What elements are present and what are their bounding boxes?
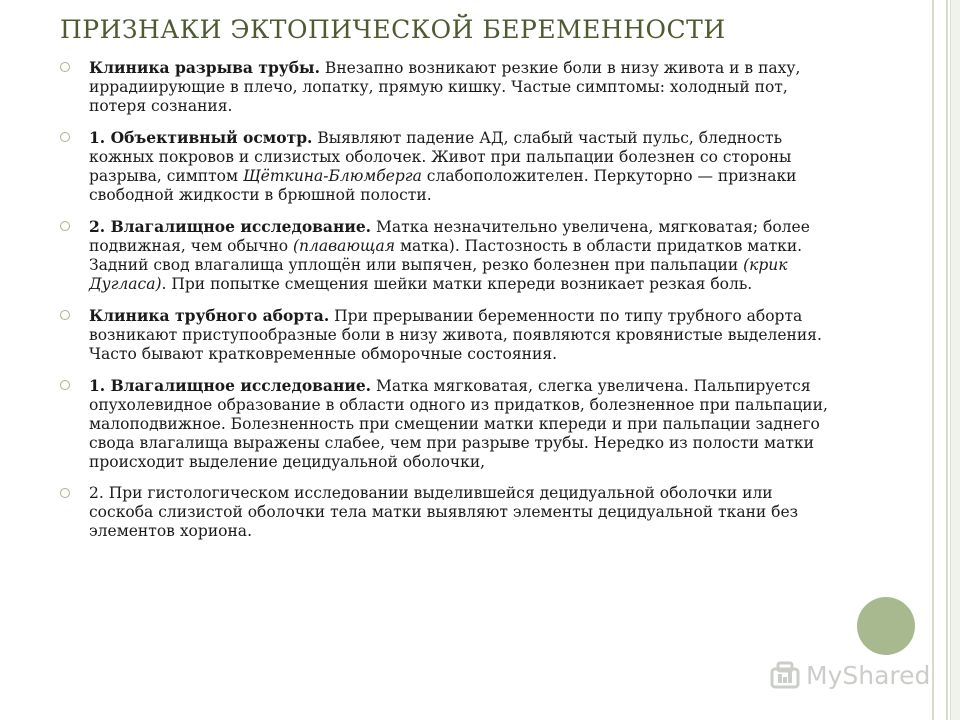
list-item [60, 58, 832, 116]
bullet-list [60, 58, 832, 553]
item-text: . При попытке смещения шейки матки кпереди возникает резкая боль. [161, 275, 753, 293]
item-italic-term: (крик Дугласа) [89, 256, 788, 293]
list-item [60, 306, 832, 364]
circle-bullet-icon [60, 380, 70, 390]
item-heading: 1. Влагалищное исследование. [89, 376, 372, 395]
item-heading: Клиника разрыва трубы. [89, 58, 320, 77]
list-item [60, 376, 832, 472]
circle-bullet-icon [60, 62, 70, 72]
item-heading: Клиника трубного аборта. [89, 306, 330, 325]
decorative-circle [857, 597, 915, 655]
item-heading: 1. Объективный осмотр. [89, 128, 313, 147]
right-border-frame [932, 0, 948, 720]
circle-bullet-icon [60, 132, 70, 142]
myshared-watermark [770, 660, 930, 690]
circle-bullet-icon [60, 310, 70, 320]
item-text: Матка незначительно увеличена, мягковатая; более подвижная, чем обычно [89, 218, 810, 255]
item-text: . [247, 522, 252, 540]
item-italic-term: Щёткина-Блюмберга [243, 167, 422, 185]
myshared-logo-icon [770, 661, 800, 689]
item-italic-term: (плавающая [292, 237, 396, 255]
item-text: слабоположителен. Перкуторно — признаки свободной жидкости в брюшной полости. [89, 167, 797, 204]
slide-title: ПРИЗНАКИ ЭКТОПИЧЕСКОЙ БЕРЕМЕННОСТИ [60, 15, 726, 44]
circle-bullet-icon [60, 488, 70, 498]
item-text: Матка мягковатая, слегка увеличена. Пальпируется опухолевидное образование в области одного из придатков, болезненное при пальпации, малоподвижное. Болезненность при смещении матки кпереди и при пальпации заднего свода влагалища выражены слабее, чем при разрыве трубы. Нередко из полости матки происходит выделение децидуальной оболочки, [89, 377, 828, 471]
list-item [60, 128, 832, 205]
item-text: Внезапно возникают резкие боли в низу живота и в паху, иррадиирующие в плечо, лопатку, прямую кишку. Частые симптомы: холодный пот, потеря сознания. [89, 59, 801, 115]
watermark-text: MyShared [806, 660, 931, 690]
item-text: При прерывании беременности по типу трубного аборта возникают приступообразные боли в низу живота, появляются кровянистые выделения. Часто бывают кратковременные обморочные состояния. [89, 307, 822, 363]
item-text: матка). Пастозность в области придатков матки. Задний свод влагалища уплощён или выпячен, резко болезнен при пальпации [89, 237, 803, 274]
list-item [60, 217, 832, 294]
list-item [60, 484, 832, 541]
item-text: Выявляют падение АД, слабый частый пульс, бледность кожных покровов и слизистых оболочек. Живот при пальпации болезнен со стороны разрыва, симптом [89, 129, 792, 185]
right-border-strip [950, 0, 960, 720]
circle-bullet-icon [60, 221, 70, 231]
item-text: 2. При гистологическом исследовании выделившейся децидуальной оболочки или соскоба слизистой оболочки тела матки выявляют элементы децидуальной ткани без элементов хориона [89, 484, 799, 540]
item-heading: 2. Влагалищное исследование. [89, 217, 372, 236]
